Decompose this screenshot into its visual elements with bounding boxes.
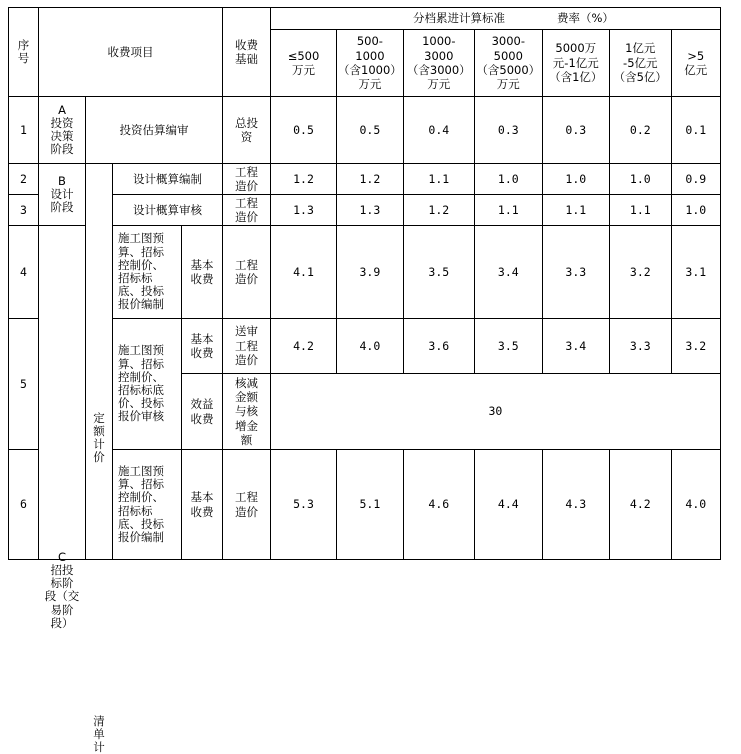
header-seq: 序 号 (9, 8, 39, 97)
rate-cell: 1.2 (271, 164, 337, 195)
header-tier: 1亿元 -5亿元 （含5亿） (609, 30, 671, 97)
row-seq: 2 (9, 164, 39, 195)
rate-cell: 1.2 (403, 195, 474, 226)
rate-cell: 3.1 (671, 226, 720, 319)
table-row (9, 450, 721, 560)
row-item: 施工图预 算、招标 控制价、 招标标 底、投标 报价编制 (113, 450, 182, 560)
rate-cell: 3.4 (474, 226, 542, 319)
fee-standard-table (8, 7, 721, 560)
rate-cell: 0.3 (542, 97, 609, 164)
row-basis: 工程 造价 (223, 450, 271, 560)
rate-cell: 4.1 (271, 226, 337, 319)
rate-cell: 4.2 (271, 319, 337, 374)
rate-cell: 1.0 (609, 164, 671, 195)
table-row (9, 195, 721, 226)
fee-type: 基本 收费 (182, 319, 223, 374)
rate-cell: 3.4 (542, 319, 609, 374)
header-tier: >5 亿元 (671, 30, 720, 97)
row-item: 设计概算审核 (113, 195, 223, 226)
rate-cell: 0.1 (671, 97, 720, 164)
row-seq: 3 (9, 195, 39, 226)
rate-cell: 1.1 (542, 195, 609, 226)
stage-b: B 设计 阶段 (39, 164, 86, 226)
header-tier: 5000万 元-1亿元 （含1亿） (542, 30, 609, 97)
rate-cell: 5.1 (337, 450, 404, 560)
row-basis: 工程 造价 (223, 195, 271, 226)
rate-cell: 4.0 (671, 450, 720, 560)
fee-type: 基本 收费 (182, 226, 223, 319)
method-column (86, 164, 113, 560)
table-row (9, 97, 721, 164)
header-tier: 1000- 3000 （含3000） 万元 (403, 30, 474, 97)
row-item: 施工图预 算、招标 控制价、 招标标 底、投标 报价编制 (113, 226, 182, 319)
row-seq: 1 (9, 97, 39, 164)
row-seq: 5 (9, 319, 39, 450)
header-group (271, 8, 721, 30)
rate-cell: 1.1 (609, 195, 671, 226)
row-item: 投资估算编审 (86, 97, 223, 164)
table-row (9, 319, 721, 374)
rate-cell: 1.1 (403, 164, 474, 195)
rate-cell: 1.0 (474, 164, 542, 195)
rate-cell: 0.3 (474, 97, 542, 164)
rate-cell: 1.0 (542, 164, 609, 195)
header-basis: 收费 基础 (223, 8, 271, 97)
rate-cell: 4.0 (337, 319, 404, 374)
rate-cell: 0.4 (403, 97, 474, 164)
row-basis: 工程 造价 (223, 164, 271, 195)
row-basis: 送审 工程 造价 (223, 319, 271, 374)
row-item: 设计概算编制 (113, 164, 223, 195)
rate-cell: 4.3 (542, 450, 609, 560)
table-row (9, 164, 721, 195)
row-seq: 6 (9, 450, 39, 560)
rate-cell: 1.1 (474, 195, 542, 226)
header-group-title: 分档累进计算标准 (413, 11, 505, 25)
rate-cell: 1.3 (337, 195, 404, 226)
rate-cell: 3.6 (403, 319, 474, 374)
rate-cell: 4.6 (403, 450, 474, 560)
header-tier: 500- 1000 （含1000） 万元 (337, 30, 404, 97)
table-row (9, 226, 721, 319)
rate-cell: 3.3 (542, 226, 609, 319)
rate-cell: 4.4 (474, 450, 542, 560)
row-basis: 总投 资 (223, 97, 271, 164)
rate-cell: 30 (271, 374, 721, 450)
rate-cell: 4.2 (609, 450, 671, 560)
rate-cell: 3.2 (609, 226, 671, 319)
rate-cell: 1.0 (671, 195, 720, 226)
header-tier: ≤500 万元 (271, 30, 337, 97)
stage-c: C 招投 标阶 段（交 易阶 段） (39, 226, 86, 560)
row-basis: 核减 金额 与核 增金 额 (223, 374, 271, 450)
stage-a: A 投资 决策 阶段 (39, 97, 86, 164)
rate-cell: 0.5 (271, 97, 337, 164)
rate-cell: 3.5 (474, 319, 542, 374)
row-item: 施工图预 算、招标 控制价、 招标标底 价、投标 报价审核 (113, 319, 182, 450)
method-list: 清 单 计 (86, 715, 112, 754)
rate-cell: 1.3 (271, 195, 337, 226)
rate-cell: 5.3 (271, 450, 337, 560)
rate-cell: 0.2 (609, 97, 671, 164)
row-basis: 工程 造价 (223, 226, 271, 319)
rate-cell: 0.9 (671, 164, 720, 195)
header-group-rate: 费率（%） (557, 11, 614, 25)
fee-type: 基本 收费 (182, 450, 223, 560)
rate-cell: 3.9 (337, 226, 404, 319)
rate-cell: 1.2 (337, 164, 404, 195)
rate-cell: 3.3 (609, 319, 671, 374)
header-item: 收费项目 (39, 8, 223, 97)
rate-cell: 3.5 (403, 226, 474, 319)
fee-type: 效益 收费 (182, 374, 223, 450)
rate-cell: 3.2 (671, 319, 720, 374)
method-quota: 定 额 计 价 (86, 412, 112, 465)
rate-cell: 0.5 (337, 97, 404, 164)
row-seq: 4 (9, 226, 39, 319)
header-tier: 3000- 5000 （含5000） 万元 (474, 30, 542, 97)
